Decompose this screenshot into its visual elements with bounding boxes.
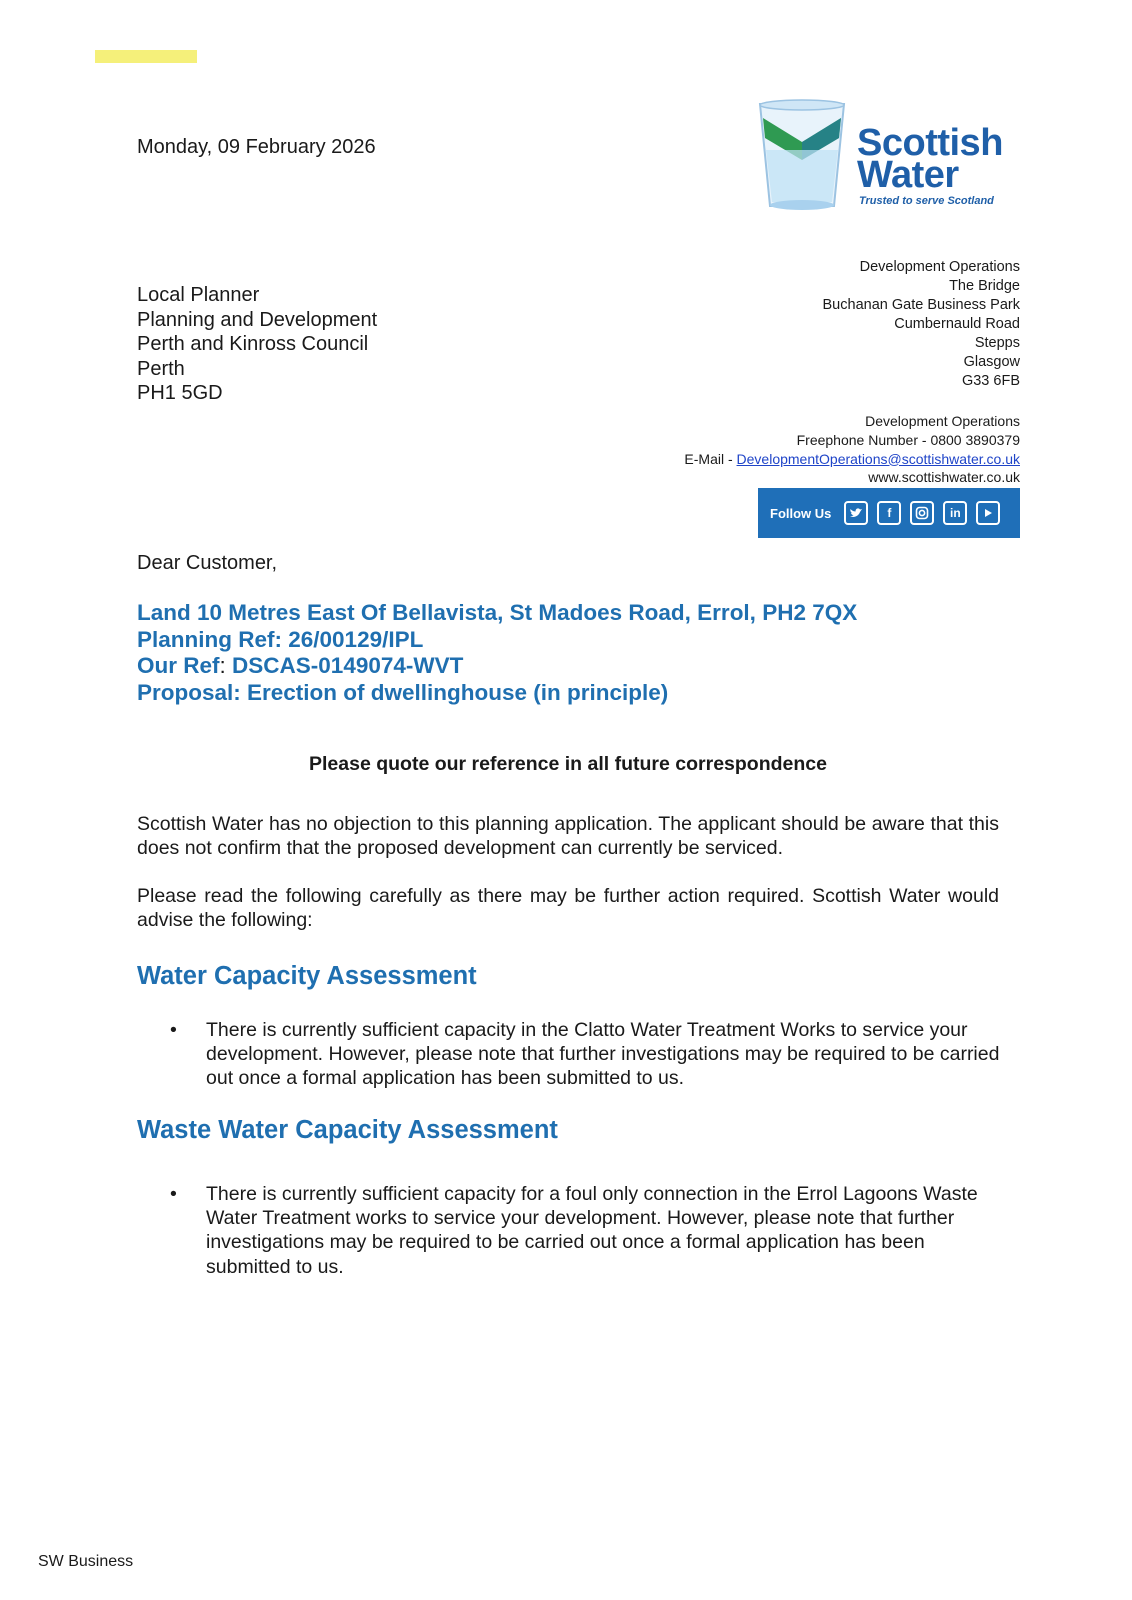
sender-address <box>823 258 1020 391</box>
sender-line: Stepps <box>974 335 1020 351</box>
twitter-icon[interactable] <box>844 501 868 525</box>
water-glass-icon <box>752 98 852 216</box>
sender-line: The Bridge <box>949 278 1020 294</box>
our-ref-colon: : <box>219 653 226 678</box>
subject-site: Land 10 Metres East Of Bellavista, St Madoes Road, Errol, PH2 7QX <box>137 600 858 625</box>
sender-line: G33 6FB <box>961 373 1020 389</box>
sender-line: Buchanan Gate Business Park <box>822 297 1020 313</box>
list-item <box>170 1018 1000 1091</box>
contact-department: Development Operations <box>865 413 1020 429</box>
list-item <box>170 1182 1000 1279</box>
section-heading: Waste Water Capacity Assessment <box>137 1116 558 1144</box>
sender-line: Development Operations <box>859 259 1020 275</box>
our-ref-label: Our Ref <box>137 653 220 678</box>
logo-brand-line1: Scottish <box>857 122 1003 164</box>
recipient-line: PH1 5GD <box>137 382 223 404</box>
recipient-line: Perth and Kinross Council <box>137 333 369 355</box>
highlight-mark <box>95 50 197 63</box>
letter-date: Monday, 09 February 2026 <box>137 136 376 158</box>
facebook-icon[interactable]: f <box>877 501 901 525</box>
bullet-icon: • <box>170 1183 177 1205</box>
list-item-text: There is currently sufficient capacity for a foul only connection in the Errol Lagoons Waste Water Treatment works to service your development. However, please note that further investigations may be required to be carried out once a formal application has been submitted to us. <box>206 1183 978 1278</box>
instagram-icon[interactable] <box>910 501 934 525</box>
body-paragraph: Please read the following carefully as there may be further action required. Scottish Water would advise the following: <box>137 885 999 932</box>
social-follow-bar <box>758 488 1020 538</box>
footer-label: SW Business <box>38 1553 134 1570</box>
youtube-icon[interactable] <box>976 501 1000 525</box>
subject-our-ref <box>137 653 857 680</box>
recipient-line: Planning and Development <box>137 308 378 331</box>
email-prefix: E-Mail - <box>684 450 737 467</box>
sender-line: Cumbernauld Road <box>894 316 1020 332</box>
list-item-text: There is currently sufficient capacity in the Clatto Water Treatment Works to service your development. However, please note that further investigations may be required to be carried out once a formal application has been submitted to us. <box>206 1019 1000 1090</box>
contact-email-row <box>684 450 1020 469</box>
our-ref-value: DSCAS-0149074-WVT <box>225 653 464 678</box>
subject-planning-ref: Planning Ref: 26/00129/IPL <box>137 626 424 652</box>
scottish-water-logo <box>752 98 1012 216</box>
recipient-line: Local Planner <box>137 284 260 306</box>
subject-block <box>137 600 857 706</box>
bullet-icon: • <box>170 1019 177 1041</box>
email-link[interactable]: DevelopmentOperations@scottishwater.co.uk <box>736 450 1020 467</box>
salutation: Dear Customer, <box>137 552 278 574</box>
logo-tagline: Trusted to serve Scotland <box>859 195 994 207</box>
contact-website[interactable]: www.scottishwater.co.uk <box>868 469 1020 486</box>
section-heading: Water Capacity Assessment <box>137 962 477 990</box>
recipient-address <box>137 283 377 406</box>
contact-details <box>684 412 1020 487</box>
sender-line: Glasgow <box>963 354 1020 370</box>
logo-brand-line2: Water <box>857 154 959 196</box>
contact-freephone: Freephone Number - 0800 3890379 <box>796 431 1020 448</box>
recipient-line: Perth <box>137 357 185 380</box>
follow-us-label: Follow Us <box>770 505 832 521</box>
body-paragraph: Scottish Water has no objection to this planning application. The applicant should be aware that this does not confirm that the proposed development can currently be serviced. <box>137 813 999 860</box>
quote-notice: Please quote our reference in all future correspondence <box>309 753 827 775</box>
linkedin-icon[interactable]: in <box>943 501 967 525</box>
subject-proposal: Proposal: Erection of dwellinghouse (in principle) <box>137 679 669 705</box>
